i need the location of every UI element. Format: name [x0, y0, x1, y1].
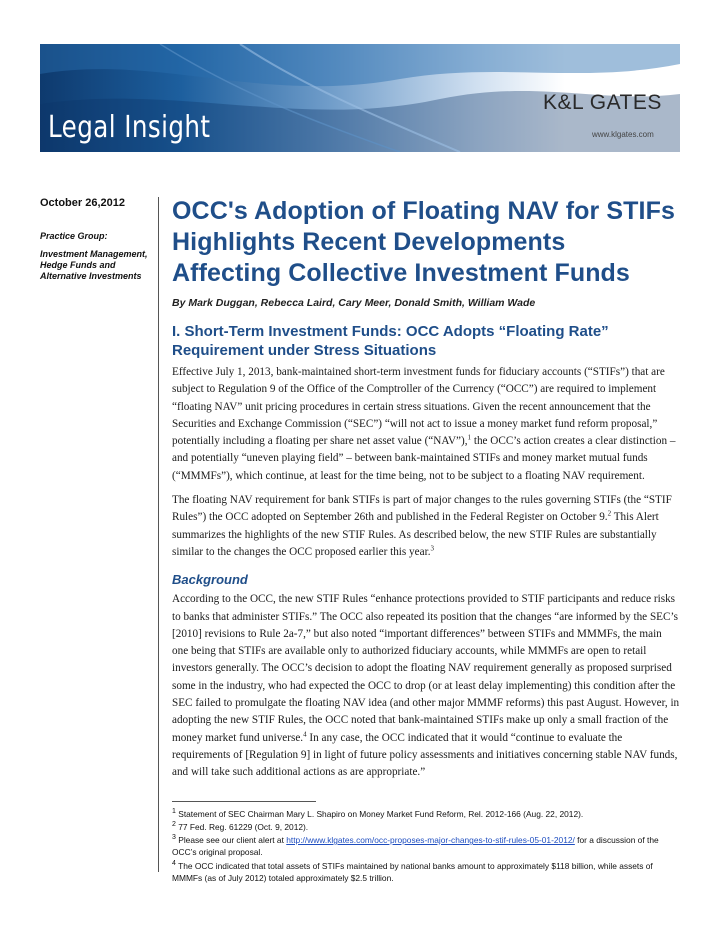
footnote-2: $^2$ 77 Fed. Reg. 61229 (Oct. 9, 2012). — [172, 821, 309, 832]
paragraph-3: According to the OCC, the new STIF Rules “enhance protections provided to STIF participants and reduce risks to banks that administer STIFs.” The OCC also repeated its position that the changes “are informed by the SEC’s [2010] revisions to Rule 2a-7,” but also noted “important differences” between STIFs and MMMFs, the main one being that STIFs are available only to authorized fiduciary accounts, while MMMFs are open to retail investors generally. The OCC’s decision to adopt the floating NAV requirement generally as proposed surprised some in the industry, who had expected the OCC to drop (or at least delay implementing) this condition after the SEC failed to promulgate the floating NAV idea (and other major MMMF reforms) this past August. However, in adopting the new STIF Rules, the OCC noted that bank-maintained STIFs make up only a small fraction of the money market fund universe.$^4$ In any case, the OCC indicated that it would “continue to evaluate the requirements of [Regulation 9] in light of future policy assessments and initiatives concerning stable NAV funds, and will take such additional actions as are appropriate.” — [172, 593, 680, 779]
publication-date: October 26,2012 — [40, 197, 125, 209]
paragraph-2: The floating NAV requirement for bank STIFs is part of major changes to the rules governing STIFs (the “STIF Rules”) the OCC adopted on September 26th and published in the Federal Register on October 9.$^2$ This Alert summarizes the highlights of the new STIF Rules. As described below, the new STIF Rules are substantially similar to the changes the OCC proposed earlier this year.$^3$ — [172, 494, 672, 558]
practice-group-label: Practice Group: — [40, 231, 108, 241]
firm-url: www.klgates.com — [592, 130, 654, 139]
footnote-4: $^4$ The OCC indicated that total assets of STIFs maintained by national banks amount to approximately $118 billion, while assets of MMMFs (as of July 2012) totaled approximately $2.5 trillion. — [172, 859, 653, 884]
footnote-1: $^1$ Statement of SEC Chairman Mary L. Shapiro on Money Market Fund Reform, Rel. 2012-166 (Aug. 22, 2012). — [172, 807, 584, 819]
article-title: OCC's Adoption of Floating NAV for STIFs Highlights Recent Developments Affecting Collective Investment Funds — [172, 197, 675, 287]
subsection-heading-background: Background — [172, 572, 248, 588]
footnote-ref-3[interactable]: 3 — [430, 544, 434, 553]
footnote-3: $^3$ Please see our client alert at http://www.klgates.com/occ-proposes-major-changes-to-stif-rules-05-01-2012/ for a discussion of the OCC’s original proposal. — [172, 834, 659, 858]
sidebar — [40, 197, 152, 282]
firm-logo: K&L GATES — [543, 91, 662, 114]
footnote-ref-1[interactable]: 1 — [467, 433, 472, 442]
article-authors: By Mark Duggan, Rebecca Laird, Cary Meer, Donald Smith, William Wade — [172, 297, 536, 309]
footnote-ref-4[interactable]: 4 — [303, 729, 307, 738]
practice-group-value: Investment Management, Hedge Funds and Alternative Investments — [40, 249, 148, 281]
section-heading: I. Short-Term Investment Funds: OCC Adopts “Floating Rate” Requirement under Stress Situations — [172, 323, 609, 359]
footnote-separator — [172, 801, 316, 802]
client-alert-link[interactable]: http://www.klgates.com/occ-proposes-major-changes-to-stif-rules-05-01-2012/ — [286, 835, 575, 846]
banner-title: Legal Insight — [48, 110, 211, 145]
footnote-ref-2[interactable]: 2 — [607, 509, 612, 518]
column-divider — [158, 197, 159, 872]
paragraph-1: Effective July 1, 2013, bank-maintained short-term investment funds for fiduciary accounts (“STIFs”) that are subject to Regulation 9 of the Office of the Comptroller of the Currency (“OCC”) are required to implement “floating NAV” unit pricing procedures in certain stress situations. Given the recent announcement that the Securities and Exchange Commission (“SEC”) “will not act to issue a money market fund reform proposal,” potentially including a floating per share net asset value (“NAV”),$^1$ the OCC’s action creates a clear distinction – and potentially “uneven playing field” – between bank-maintained STIFs and money market mutual funds (“MMMFs”), which continue, at least for the time being, not to be subject to a floating NAV requirement. — [172, 366, 676, 482]
article-body — [172, 196, 680, 885]
footnotes — [172, 808, 680, 885]
